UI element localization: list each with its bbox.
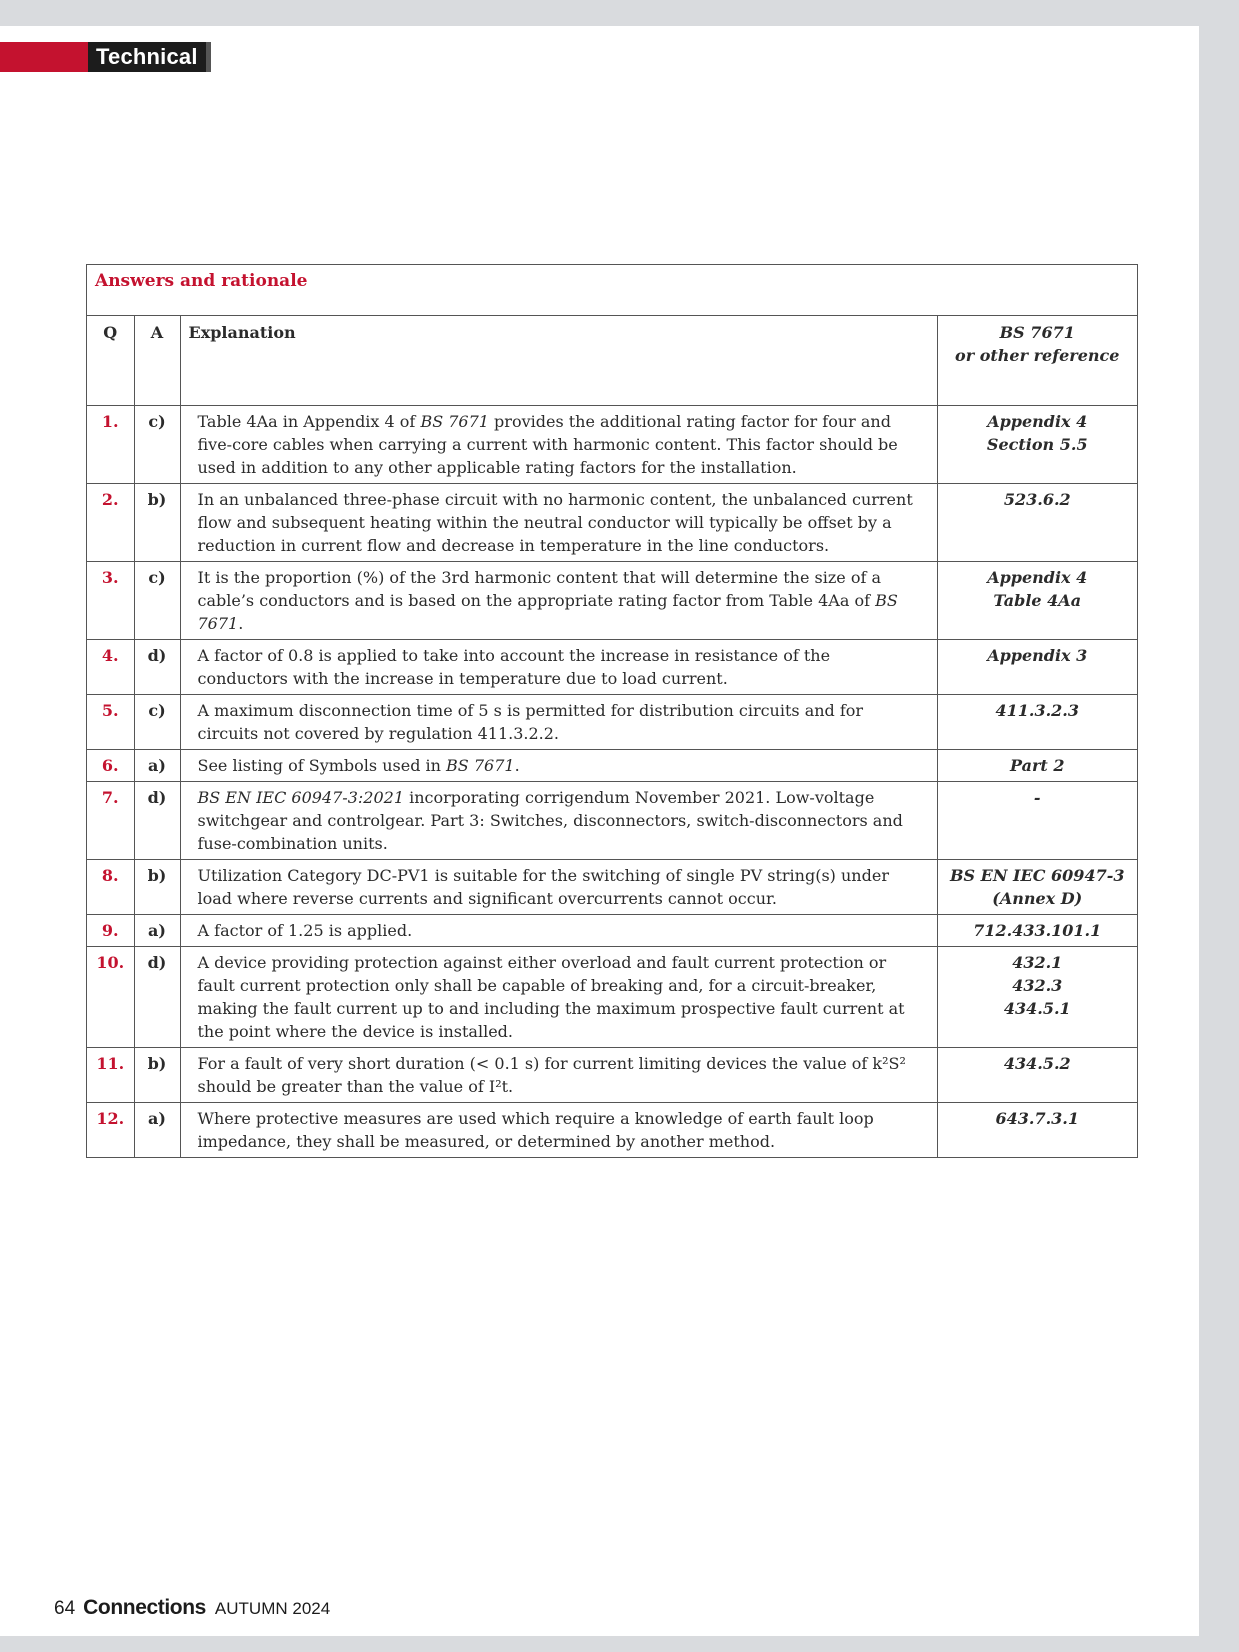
question-number: 11. [87, 1047, 134, 1102]
reference-text: (Annex D) [992, 888, 1083, 908]
question-number: 6. [87, 749, 134, 781]
table-row [87, 1102, 1137, 1157]
reference-text: Appendix 3 [987, 645, 1088, 665]
explanation-text: A factor of 1.25 is applied. [197, 920, 413, 940]
table-row [87, 859, 1137, 914]
explanation-cell [180, 781, 937, 859]
explanation-text: incorporating corrigendum November 2021. Low-voltage switchgear and controlgear. Part 3: Switches, disconnectors, switch-disconnectors and fuse-combination units. [197, 787, 903, 853]
section-tag-label: Technical [88, 42, 206, 72]
explanation-text: A device providing protection against either overload and fault current protection or fault current protection only shall be capable of breaking and, for a circuit-breaker, making the fault current up to and including the maximum prospective fault current at the point where the device is installed. [197, 952, 905, 1041]
question-number: 7. [87, 781, 134, 859]
explanation-cell [180, 694, 937, 749]
explanation-cell [180, 749, 937, 781]
explanation-cell [180, 914, 937, 946]
table-row [87, 483, 1137, 561]
section-tag [0, 42, 211, 72]
reference-text: Table 4Aa [993, 590, 1082, 610]
answer-letter: b) [134, 1047, 180, 1102]
table-row [87, 561, 1137, 639]
explanation-citation: BS 7671 [420, 411, 489, 431]
explanation-text: . [514, 755, 520, 775]
reference-cell [937, 639, 1137, 694]
reference-text: Section 5.5 [986, 434, 1088, 454]
answer-letter: a) [134, 914, 180, 946]
explanation-text: For a fault of very short duration (< 0.1 s) for current limiting devices the value of k²S² should be greater than the value of I²t. [197, 1053, 906, 1096]
reference-text: 411.3.2.3 [995, 700, 1079, 720]
explanation-text: Where protective measures are used which require a knowledge of earth fault loop impedance, they shall be measured, or determined by another method. [197, 1108, 874, 1151]
reference-cell [937, 1047, 1137, 1102]
reference-cell [937, 946, 1137, 1047]
reference-cell [937, 561, 1137, 639]
answers-box [86, 264, 1138, 1158]
reference-text: 434.5.1 [1003, 998, 1071, 1018]
magazine-page [0, 26, 1199, 1636]
table-row [87, 749, 1137, 781]
reference-text: Appendix 4 [987, 411, 1088, 431]
answer-letter: d) [134, 946, 180, 1047]
explanation-text: Utilization Category DC-PV1 is suitable for the switching of single PV string(s) under load where reverse currents and significant overcurrents cannot occur. [197, 865, 889, 908]
explanation-citation: BS EN IEC 60947-3:2021 [197, 787, 404, 807]
reference-cell [937, 1102, 1137, 1157]
issue-label: AUTUMN 2024 [214, 1599, 331, 1618]
reference-text: Part 2 [1010, 755, 1065, 775]
answer-letter: a) [134, 1102, 180, 1157]
table-row [87, 1047, 1137, 1102]
explanation-cell [180, 946, 937, 1047]
header-reference-line2: or other reference [955, 346, 1120, 365]
explanation-cell [180, 639, 937, 694]
explanation-text: Table 4Aa in Appendix 4 of [197, 411, 421, 431]
reference-cell [937, 859, 1137, 914]
explanation-cell [180, 859, 937, 914]
reference-text: 712.433.101.1 [973, 920, 1102, 940]
table-row [87, 781, 1137, 859]
table-row [87, 405, 1137, 483]
explanation-text: See listing of Symbols used in [197, 755, 447, 775]
explanation-text: A factor of 0.8 is applied to take into account the increase in resistance of the conductors with the increase in temperature due to load current. [197, 645, 831, 688]
answer-letter: c) [134, 405, 180, 483]
explanation-cell [180, 1047, 937, 1102]
reference-text: BS EN IEC 60947-3 [950, 865, 1125, 885]
answer-letter: c) [134, 694, 180, 749]
header-a: A [134, 316, 180, 405]
reference-text: 643.7.3.1 [995, 1108, 1079, 1128]
answer-letter: b) [134, 859, 180, 914]
reference-cell [937, 781, 1137, 859]
explanation-text: In an unbalanced three-phase circuit with no harmonic content, the unbalanced current flow and subsequent heating within the neutral conductor will typically be offset by a reduction in current flow and decrease in temperature in the line conductors. [197, 489, 913, 555]
reference-text: 434.5.2 [1003, 1053, 1071, 1073]
table-row [87, 914, 1137, 946]
header-explanation: Explanation [180, 316, 937, 405]
section-tag-tip [206, 42, 211, 72]
answer-letter: a) [134, 749, 180, 781]
explanation-cell [180, 405, 937, 483]
reference-cell [937, 694, 1137, 749]
explanation-text: . [238, 613, 244, 633]
answer-letter: d) [134, 639, 180, 694]
answer-letter: c) [134, 561, 180, 639]
question-number: 2. [87, 483, 134, 561]
reference-text: 523.6.2 [1003, 489, 1071, 509]
publication-name: Connections [83, 1596, 206, 1619]
question-number: 5. [87, 694, 134, 749]
reference-text: - [1033, 787, 1041, 807]
reference-text: 432.3 [1012, 975, 1063, 995]
reference-cell [937, 749, 1137, 781]
header-reference-line1: BS 7671 [999, 323, 1075, 342]
explanation-cell [180, 483, 937, 561]
page-number: 64 [54, 1598, 76, 1619]
answer-letter: d) [134, 781, 180, 859]
explanation-cell [180, 1102, 937, 1157]
table-row [87, 694, 1137, 749]
header-q: Q [87, 316, 134, 405]
reference-text: Appendix 4 [987, 567, 1088, 587]
question-number: 8. [87, 859, 134, 914]
table-header-row [87, 316, 1137, 405]
table-row [87, 946, 1137, 1047]
question-number: 3. [87, 561, 134, 639]
question-number: 9. [87, 914, 134, 946]
reference-cell [937, 914, 1137, 946]
question-number: 1. [87, 405, 134, 483]
page-footer [54, 1596, 330, 1620]
explanation-text: provides the additional rating factor for four and five-core cables when carrying a current with harmonic content. This factor should be used in addition to any other applicable rating factors for the installation. [197, 411, 898, 477]
answers-table-body [87, 405, 1137, 1157]
answers-title: Answers and rationale [87, 265, 1137, 316]
answers-table [87, 316, 1137, 1157]
reference-text: 432.1 [1012, 952, 1063, 972]
explanation-text: A maximum disconnection time of 5 s is permitted for distribution circuits and for circuits not covered by regulation 411.3.2.2. [197, 700, 864, 743]
reference-cell [937, 483, 1137, 561]
explanation-text: It is the proportion (%) of the 3rd harmonic content that will determine the size of a cable’s conductors and is based on the appropriate rating factor from Table 4Aa of [197, 567, 882, 610]
question-number: 12. [87, 1102, 134, 1157]
explanation-cell [180, 561, 937, 639]
explanation-citation: BS 7671 [446, 755, 515, 775]
reference-cell [937, 405, 1137, 483]
header-reference [937, 316, 1137, 405]
answer-letter: b) [134, 483, 180, 561]
section-tag-red-bar [0, 42, 88, 72]
explanation-citation: BS 7671 [197, 590, 898, 633]
question-number: 4. [87, 639, 134, 694]
table-row [87, 639, 1137, 694]
question-number: 10. [87, 946, 134, 1047]
